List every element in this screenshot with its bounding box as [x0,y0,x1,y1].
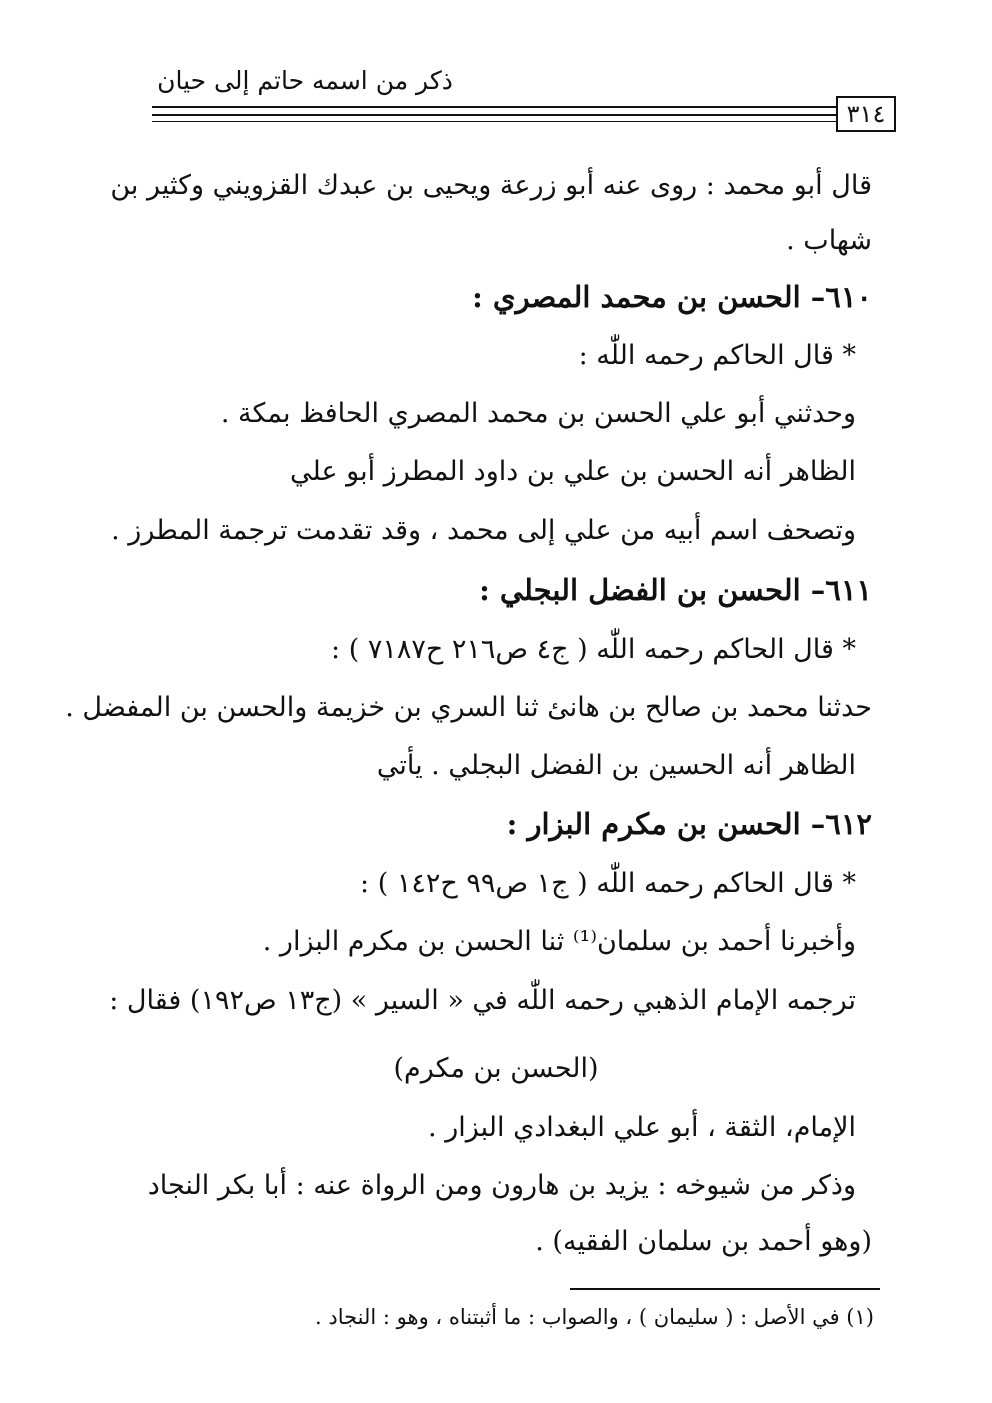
body-line: الظاهر أنه الحسن بن علي بن داود المطرز أبو علي [290,456,856,487]
footnote: (١) في الأصل : ( سليمان ) ، والصواب : ما أثبتناه ، وهو : النجاد . [315,1305,874,1329]
body-line: شهاب . [786,225,872,256]
body-line: وتصحف اسم أبيه من علي إلى محمد ، وقد تقدمت ترجمة المطرز . [111,515,856,546]
body-line: (وهو أحمد بن سلمان الفقيه) . [535,1226,872,1257]
entry-heading-612: ٦١٢– الحسن بن مكرم البزار : [506,807,872,841]
quoted-heading: (الحسن بن مكرم) [393,1053,599,1084]
body-line: * قال الحاكم رحمه اللّٰه ( ج١ ص٩٩ ح١٤٢ ) : [360,868,856,899]
running-header-title: ذكر من اسمه حاتم إلى حيان [157,66,453,95]
body-line: * قال الحاكم رحمه اللّٰه : [578,340,856,371]
body-line: حدثنا محمد بن صالح بن هانئ ثنا السري بن خزيمة والحسن بن المفضل . [65,692,872,723]
body-line: وذكر من شيوخه : يزيد بن هارون ومن الرواة عنه : أبا بكر النجاد [147,1170,856,1201]
entry-heading-611: ٦١١– الحسن بن الفضل البجلي : [479,573,872,607]
body-line: قال أبو محمد : روى عنه أبو زرعة ويحيى بن عبدك القزويني وكثير بن [110,170,872,201]
body-line: وأخبرنا أحمد بن سلمان⁽¹⁾ ثنا الحسن بن مكرم البزار . [262,926,856,957]
body-line: وحدثني أبو علي الحسن بن محمد المصري الحافظ بمكة . [220,398,856,429]
footnote-separator [570,1288,880,1290]
header-rule-bottom [152,121,836,122]
body-line: * قال الحاكم رحمه اللّٰه ( ج٤ ص٢١٦ ح٧١٨٧ ) : [331,634,856,665]
page-number: ٣١٤ [836,96,896,132]
entry-heading-610: ٦١٠– الحسن بن محمد المصري : [472,280,872,314]
body-line: الظاهر أنه الحسين بن الفضل البجلي . يأتي [376,750,856,781]
body-line: ترجمه الإمام الذهبي رحمه اللّٰه في « السير » (ج١٣ ص١٩٢) فقال : [109,985,856,1016]
header-rule-middle [152,114,836,116]
body-line: الإمام، الثقة ، أبو علي البغدادي البزار . [428,1112,856,1143]
header-rule-top [152,106,836,108]
